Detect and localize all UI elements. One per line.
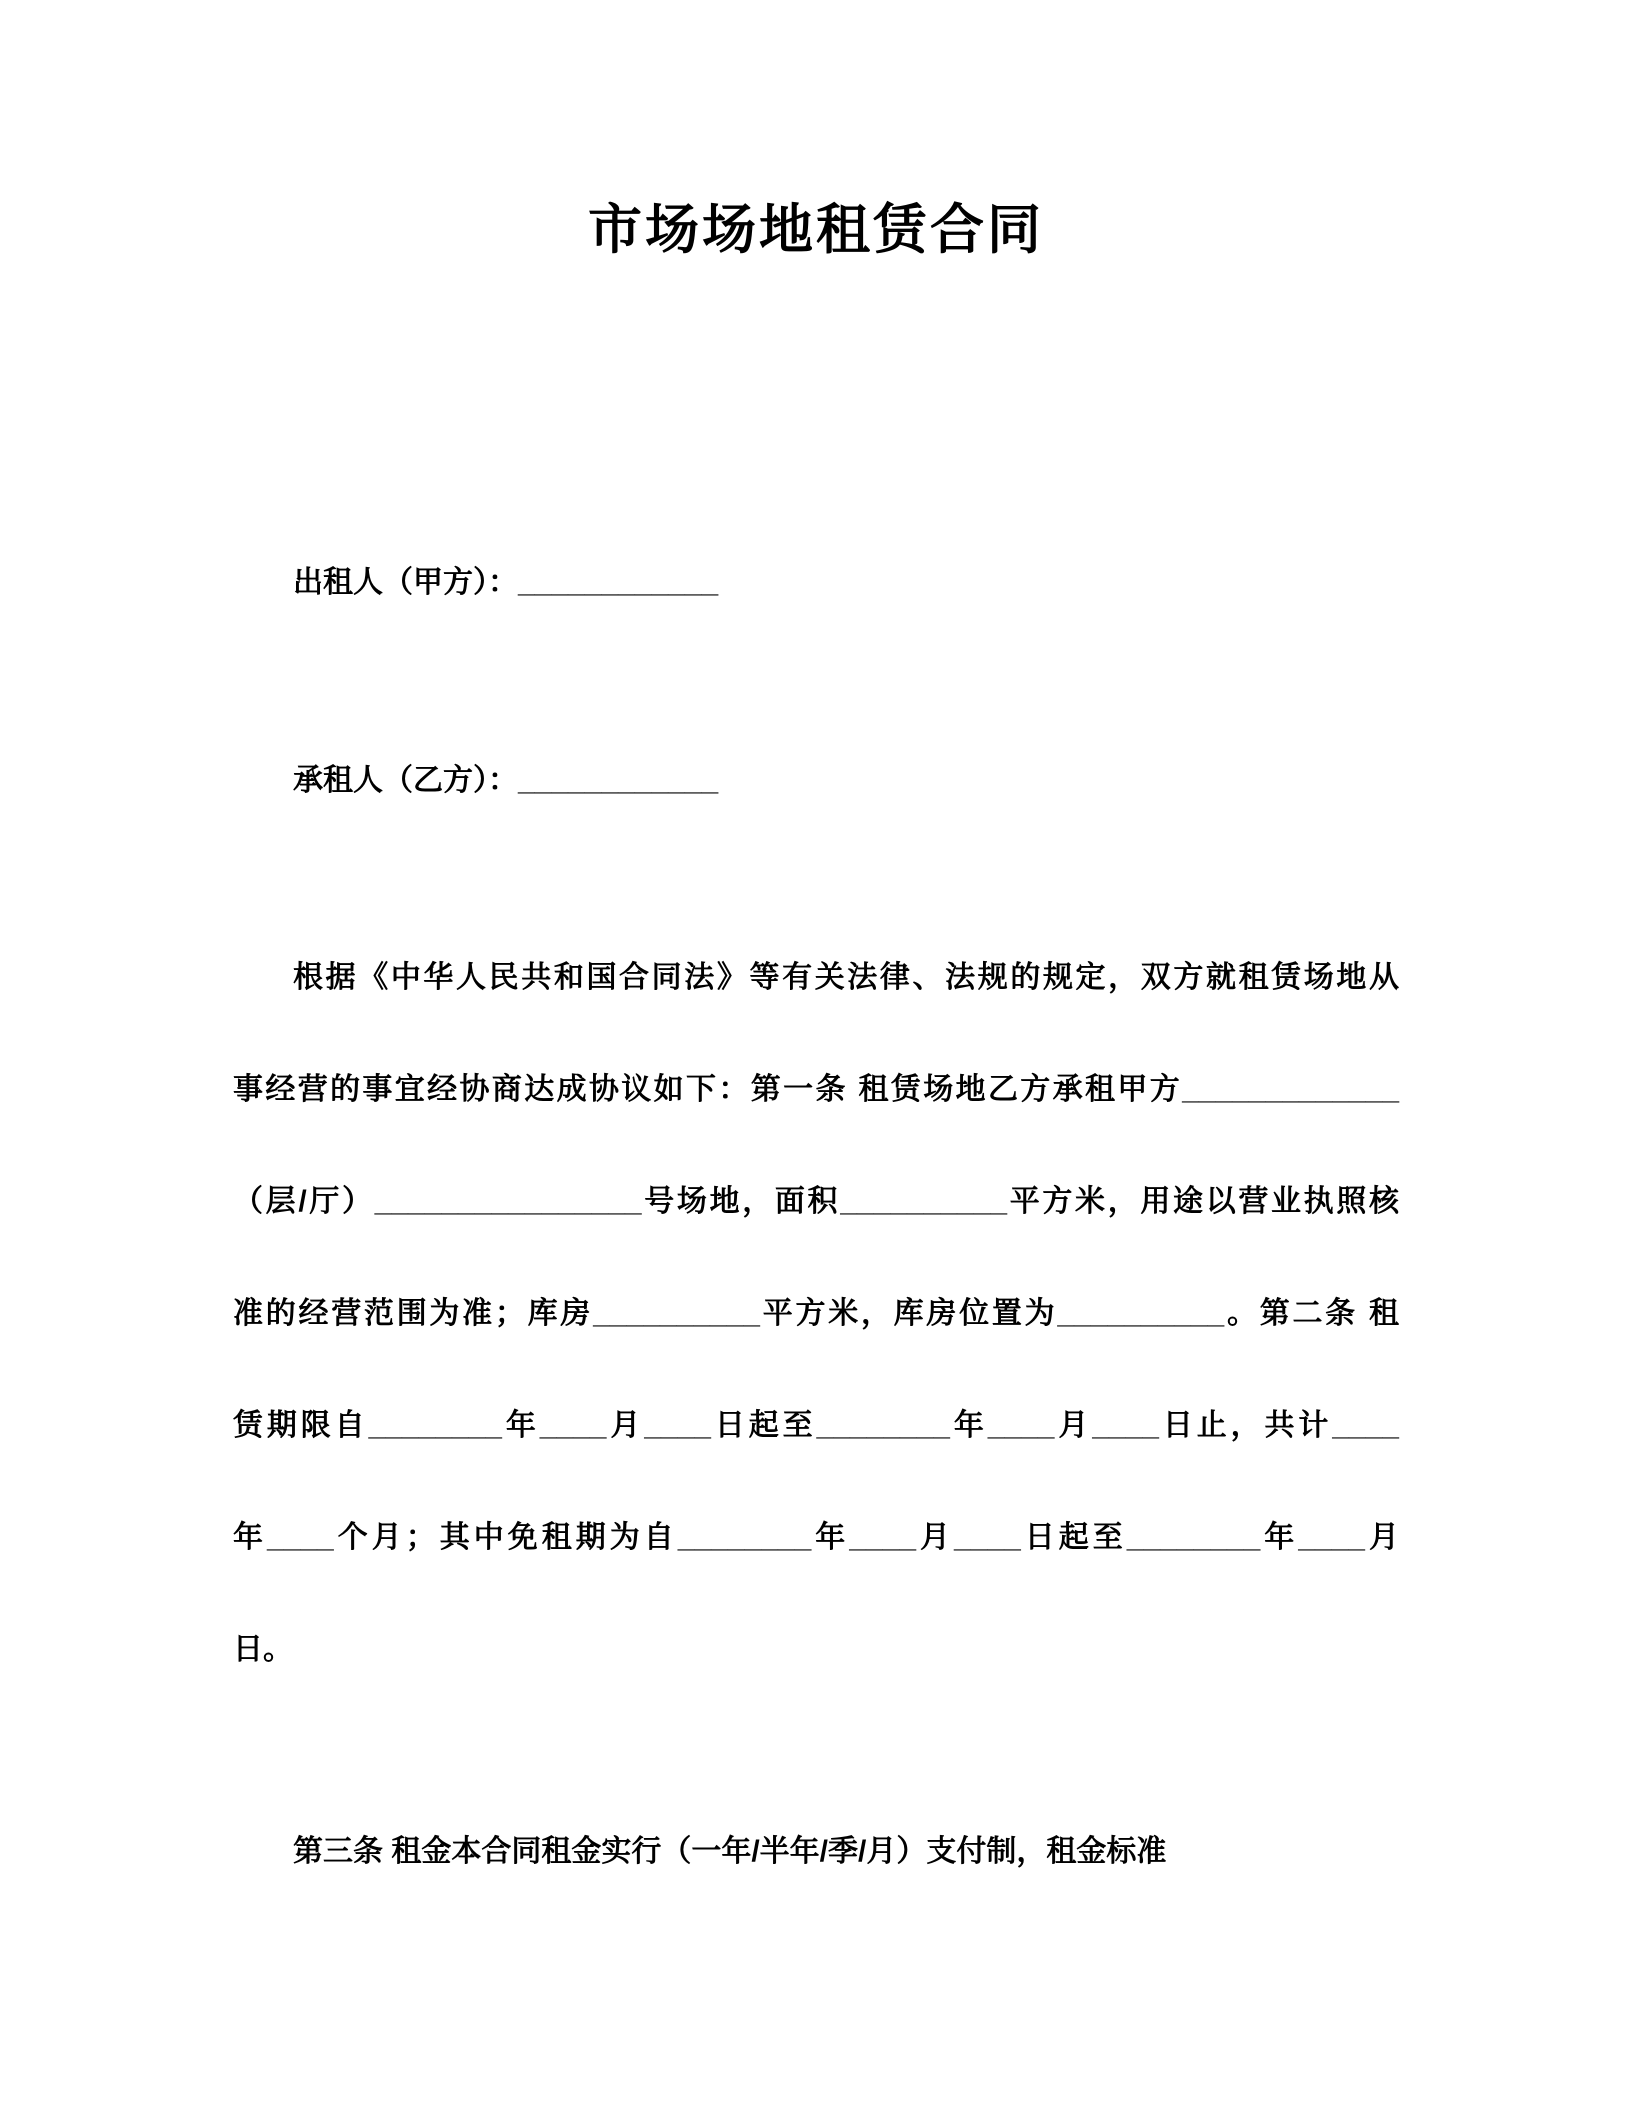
body-line-4: 准的经营范围为准；库房__________平方米，库房位置为__________。第二条 租 — [233, 1297, 1399, 1330]
document-title: 市场场地租赁合同 — [588, 200, 1044, 260]
party-b-label: 承租人（乙方）： — [293, 764, 518, 797]
party-a-row — [233, 562, 1399, 604]
clause-three-line: 第三条 租金本合同租金实行（一年/半年/季/月）支付制，租金标准 — [293, 1835, 1167, 1868]
party-a-label: 出租人（甲方）： — [293, 566, 518, 599]
body-line-7: 日。 — [233, 1633, 293, 1666]
party-b-blank-field[interactable]: ____________ — [518, 764, 719, 797]
body-line-1: 根据《中华人民共和国合同法》等有关法律、法规的规定，双方就租赁场地从 — [293, 961, 1399, 994]
body-line-2: 事经营的事宜经协商达成协议如下：第一条 租赁场地乙方承租甲方_____________ — [233, 1073, 1399, 1106]
party-b-row — [233, 760, 1399, 802]
body-line-6: 年____个月；其中免租期为自________年____月____日起至________年____月 — [233, 1521, 1399, 1554]
body-line-5: 赁期限自________年____月____日起至________年____月____日止，共计____ — [233, 1409, 1399, 1442]
contract-body-paragraph — [233, 922, 1399, 1706]
body-line-3: （层/厅）________________号场地，面积__________平方米，用途以营业执照核 — [233, 1185, 1399, 1218]
party-a-blank-field[interactable]: ____________ — [518, 566, 719, 599]
